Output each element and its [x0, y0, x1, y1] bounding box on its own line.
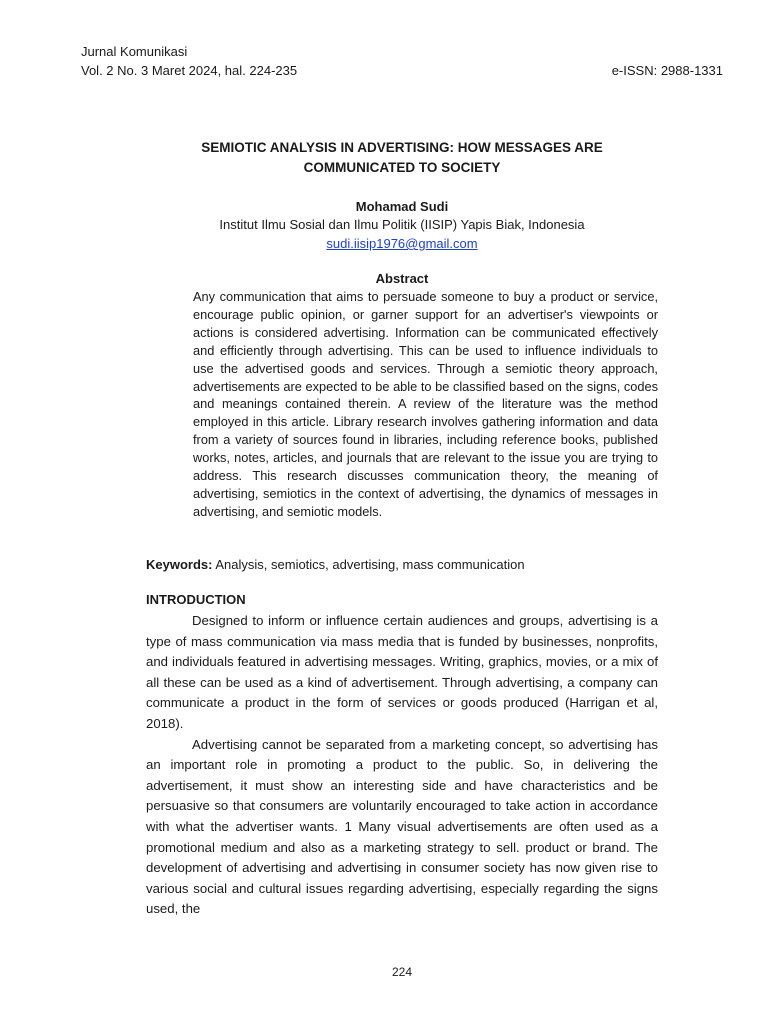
keywords [146, 556, 658, 574]
volume-info: Vol. 2 No. 3 Maret 2024, hal. 224-235 [81, 63, 298, 78]
introduction-body [146, 611, 658, 920]
author-affiliation: Institut Ilmu Sosial dan Ilmu Politik (IISIP) Yapis Biak, Indonesia [219, 217, 585, 232]
journal-name: Jurnal Komunikasi [81, 44, 188, 59]
intro-paragraph-2: Advertising cannot be separated from a marketing concept, so advertising has an important role in promoting a product to the public. So, in delivering the advertisement, it must show an interesting side and have characteristics and be persuasive so that consumers are voluntarily encouraged to take action in accordance with what the advertiser wants. 1 Many visual advertisements are often used as a promotional medium and also as a marketing strategy to sell. product or brand. The development of advertising and advertising in consumer society has now given rise to various social and cultural issues regarding advertising, especially regarding the signs used, the [146, 736, 658, 917]
abstract-heading: Abstract [375, 271, 429, 286]
email-link[interactable]: sudi.iisip1976@gmail.com [326, 236, 478, 251]
keywords-label: Keywords: [146, 557, 213, 572]
article-title [146, 138, 658, 178]
author-name: Mohamad Sudi [355, 199, 449, 214]
abstract-text: Any communication that aims to persuade someone to buy a product or service, encourage public opinion, or garner support for an advertiser's viewpoints or actions is considered advertising. Information can be communicated effectively and efficiently through advertising. This can be used to influence individuals to use the advertised goods and services. Through a semiotic theory approach, advertisements are expected to be able to be classified based on the signs, codes and meanings contained therein. A review of the literature was the method employed in this article. Library research involves gathering information and data from a variety of sources found in libraries, including reference books, published works, notes, articles, and journals that are relevant to the issue you are trying to address. This research discusses communication theory, the meaning of advertising, semiotics in the context of advertising, the dynamics of messages in advertising, and semiotic models. [193, 289, 658, 519]
page-number: 224 [391, 965, 413, 979]
keywords-text: Analysis, semiotics, advertising, mass communication [215, 557, 525, 572]
introduction-heading: INTRODUCTION [146, 592, 246, 607]
title-line-1: SEMIOTIC ANALYSIS IN ADVERTISING: HOW MESSAGES ARE [201, 140, 603, 155]
intro-paragraph-1: Designed to inform or influence certain audiences and groups, advertising is a type of mass communication via mass media that is funded by businesses, nonprofits, and individuals featured in advertising messages. Writing, graphics, movies, or a mix of all these can be used as a kind of advertisement. Through advertising, a company can communicate a product in the form of services or goods produced (Harrigan et al, 2018). [146, 613, 658, 731]
title-line-2: COMMUNICATED TO SOCIETY [303, 160, 501, 175]
author-email [146, 235, 658, 253]
issn: e-ISSN: 2988-1331 [611, 63, 723, 78]
